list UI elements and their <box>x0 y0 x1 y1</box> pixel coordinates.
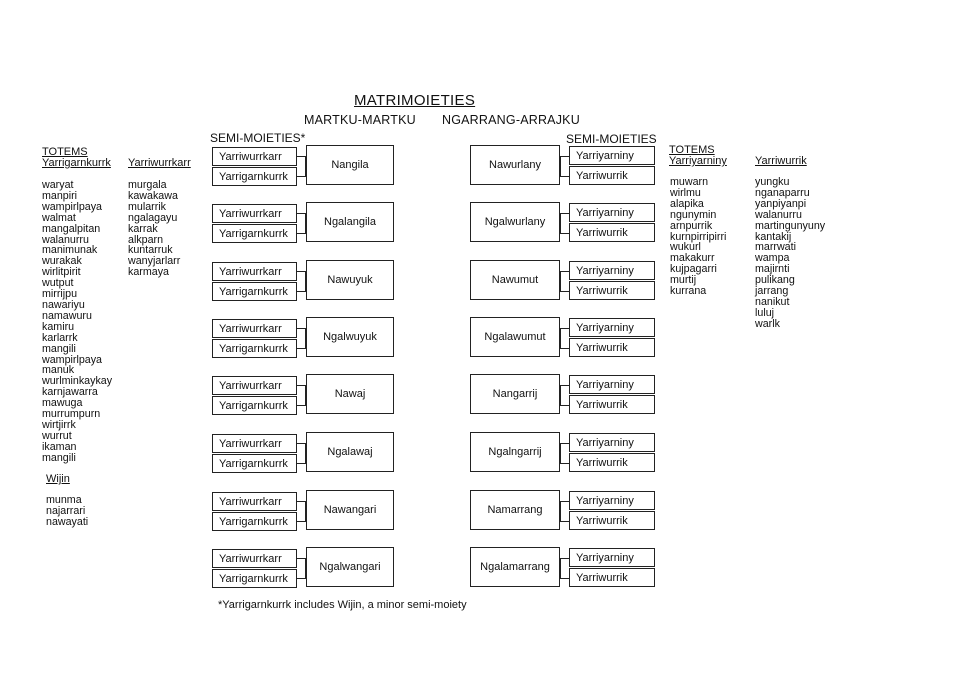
right-connector <box>560 176 569 177</box>
right-connector <box>560 328 561 349</box>
right-semi-top-box: Yarriyarniny <box>569 433 655 452</box>
right-totems-col2-header: Yarriwurrik <box>755 155 807 167</box>
wijin-header: Wijin <box>46 473 70 485</box>
totem-word: alkparn <box>128 233 164 246</box>
left-semi-bottom-box: Yarrigarnkurrk <box>212 282 297 301</box>
left-subsection-box: Nawuyuk <box>306 260 394 300</box>
right-connector <box>560 348 569 349</box>
right-semi-bottom-box: Yarriwurrik <box>569 511 655 530</box>
left-totems-col2-header: Yarriwurrkarr <box>128 157 191 169</box>
totem-word: nawariyu <box>42 298 85 311</box>
right-connector <box>560 385 569 386</box>
totem-word: wirlitpirit <box>42 266 81 279</box>
totem-word: yungku <box>755 176 790 188</box>
semi-moieties-right-label: SEMI-MOIETIES <box>566 132 657 146</box>
totem-word: nanikut <box>755 295 790 308</box>
right-connector <box>560 291 569 292</box>
totem-word: mularrik <box>128 200 167 213</box>
right-subsection-box: Nangarrij <box>470 374 560 414</box>
totem-word: munma <box>46 494 82 506</box>
right-semi-bottom-box: Yarriwurrik <box>569 395 655 414</box>
totem-word: waryat <box>42 179 74 191</box>
left-totems-col2-list <box>128 180 180 278</box>
semi-moieties-left-label: SEMI-MOIETIES* <box>210 131 306 145</box>
left-totems-heading: TOTEMS <box>42 146 88 158</box>
totem-word: yanpiyanpi <box>755 197 807 210</box>
totem-word: murtij <box>670 274 697 287</box>
totem-word: wukurl <box>670 241 701 254</box>
totem-word: marrwati <box>755 241 796 254</box>
right-semi-bottom-box: Yarriwurrik <box>569 453 655 472</box>
left-subsection-box: Nangila <box>306 145 394 185</box>
totem-word: wurrut <box>42 429 72 442</box>
right-semi-bottom-box: Yarriwurrik <box>569 338 655 357</box>
totem-word: wutput <box>42 277 74 290</box>
right-semi-top-box: Yarriyarniny <box>569 375 655 394</box>
totem-word: kamiru <box>42 320 75 333</box>
right-semi-top-box: Yarriyarniny <box>569 261 655 280</box>
totem-word: luluj <box>755 306 775 319</box>
totem-word: mawuga <box>42 397 83 410</box>
left-subsection-box: Ngalwuyuk <box>306 317 394 357</box>
left-semi-top-box: Yarriwurrkarr <box>212 549 297 568</box>
right-subsection-box: Ngalngarrij <box>470 432 560 472</box>
totem-word: kantakij <box>755 230 792 243</box>
left-semi-top-box: Yarriwurrkarr <box>212 262 297 281</box>
left-semi-top-box: Yarriwurrkarr <box>212 434 297 453</box>
left-semi-bottom-box: Yarrigarnkurrk <box>212 167 297 186</box>
totem-word: wurlminkaykay <box>42 375 113 388</box>
totem-word: kuntarruk <box>128 244 173 257</box>
left-subsection-box: Ngalangila <box>306 202 394 242</box>
right-connector <box>560 443 561 464</box>
totem-word: karmaya <box>128 266 169 279</box>
totem-word: arnpurrik <box>670 219 713 232</box>
right-subsection-box: Nawumut <box>470 260 560 300</box>
totem-word: walanurru <box>42 233 89 246</box>
totem-word: murrumpurn <box>42 408 101 421</box>
moiety-left-label: MARTKU-MARTKU <box>304 113 416 127</box>
totem-word: nganaparru <box>755 186 810 199</box>
totem-word: walmat <box>42 211 76 224</box>
right-semi-bottom-box: Yarriwurrik <box>569 166 655 185</box>
totem-word: kurrana <box>670 285 707 298</box>
right-semi-bottom-box: Yarriwurrik <box>569 568 655 587</box>
right-connector <box>560 443 569 444</box>
totem-word: makakurr <box>670 252 715 265</box>
totem-word: wampirlpaya <box>42 200 102 213</box>
right-semi-top-box: Yarriyarniny <box>569 491 655 510</box>
right-connector <box>560 156 569 157</box>
totem-word: martingunyuny <box>755 219 826 232</box>
right-semi-top-box: Yarriyarniny <box>569 318 655 337</box>
right-connector <box>560 578 569 579</box>
totem-word: pulikang <box>755 274 795 287</box>
right-connector <box>560 385 561 406</box>
right-connector <box>560 213 569 214</box>
right-connector <box>560 501 561 522</box>
left-semi-bottom-box: Yarrigarnkurrk <box>212 512 297 531</box>
totem-word: namawuru <box>42 309 92 322</box>
totem-word: ngalagayu <box>128 211 178 224</box>
right-totems-col1-header: Yarriyarniny <box>669 155 727 167</box>
totem-word: najarrari <box>46 504 86 517</box>
totem-word: wirtjirrk <box>42 418 76 431</box>
diagram-title: MATRIMOIETIES <box>354 92 476 109</box>
right-semi-top-box: Yarriyarniny <box>569 548 655 567</box>
right-semi-top-box: Yarriyarniny <box>569 146 655 165</box>
totem-word: wurakak <box>42 255 82 268</box>
totem-word: manuk <box>42 364 75 377</box>
left-semi-top-box: Yarriwurrkarr <box>212 492 297 511</box>
totem-word: karrak <box>128 222 158 235</box>
left-subsection-box: Ngalwangari <box>306 547 394 587</box>
left-semi-top-box: Yarriwurrkarr <box>212 376 297 395</box>
right-totems-col1-list <box>670 177 726 297</box>
right-connector <box>560 271 569 272</box>
totem-word: manimunak <box>42 244 98 257</box>
totem-word: kurnpirripirri <box>670 230 727 243</box>
totem-word: kawakawa <box>128 189 178 202</box>
left-semi-bottom-box: Yarrigarnkurrk <box>212 224 297 243</box>
totem-word: karlarrk <box>42 331 78 344</box>
totem-word: walanurru <box>755 208 802 221</box>
right-connector <box>560 521 569 522</box>
right-connector <box>560 328 569 329</box>
totem-word: karnjawarra <box>42 386 98 399</box>
totem-word: mangili <box>42 342 76 355</box>
totem-word: alapika <box>670 197 704 210</box>
left-subsection-box: Nawangari <box>306 490 394 530</box>
totem-word: manpiri <box>42 189 78 202</box>
left-subsection-box: Nawaj <box>306 374 394 414</box>
right-connector <box>560 501 569 502</box>
left-semi-bottom-box: Yarrigarnkurrk <box>212 454 297 473</box>
totem-word: jarrang <box>755 285 789 298</box>
right-semi-bottom-box: Yarriwurrik <box>569 223 655 242</box>
totem-word: murgala <box>128 179 167 191</box>
left-totems-col1-header: Yarrigarnkurrk <box>42 157 111 169</box>
right-connector <box>560 233 569 234</box>
right-connector <box>560 213 561 234</box>
left-semi-bottom-box: Yarrigarnkurrk <box>212 339 297 358</box>
totem-word: warlk <box>755 317 780 330</box>
totem-word: kujpagarri <box>670 263 717 276</box>
right-subsection-box: Ngalawumut <box>470 317 560 357</box>
totem-word: wanyjarlarr <box>128 255 181 268</box>
right-connector <box>560 463 569 464</box>
totem-word: mangalpitan <box>42 222 101 235</box>
right-connector <box>560 558 569 559</box>
right-semi-bottom-box: Yarriwurrik <box>569 281 655 300</box>
totem-word: mangili <box>42 451 76 464</box>
totem-word: majirnti <box>755 263 790 276</box>
totem-word: wampirlpaya <box>42 353 102 366</box>
left-subsection-box: Ngalawaj <box>306 432 394 472</box>
left-semi-bottom-box: Yarrigarnkurrk <box>212 396 297 415</box>
totem-word: mirrijpu <box>42 288 78 301</box>
right-subsection-box: Nawurlany <box>470 145 560 185</box>
right-connector <box>560 156 561 177</box>
totem-word: nawayati <box>46 515 89 528</box>
right-semi-top-box: Yarriyarniny <box>569 203 655 222</box>
totem-word: ngunymin <box>670 208 717 221</box>
totem-word: wirlmu <box>670 186 701 199</box>
left-semi-bottom-box: Yarrigarnkurrk <box>212 569 297 588</box>
right-connector <box>560 558 561 579</box>
right-subsection-box: Ngalwurlany <box>470 202 560 242</box>
right-totems-heading: TOTEMS <box>669 144 715 156</box>
right-totems-col2-list <box>755 177 825 330</box>
right-subsection-box: Namarrang <box>470 490 560 530</box>
wijin-list <box>46 495 88 528</box>
left-semi-top-box: Yarriwurrkarr <box>212 319 297 338</box>
left-semi-top-box: Yarriwurrkarr <box>212 204 297 223</box>
right-connector <box>560 405 569 406</box>
right-subsection-box: Ngalamarrang <box>470 547 560 587</box>
totem-word: ikaman <box>42 440 77 453</box>
totem-word: muwarn <box>670 176 709 188</box>
totem-word: wampa <box>755 252 790 265</box>
moiety-right-label: NGARRANG-ARRAJKU <box>442 113 580 127</box>
right-connector <box>560 271 561 292</box>
footnote: *Yarrigarnkurrk includes Wijin, a minor semi-moiety <box>218 599 467 611</box>
left-totems-col1-list <box>42 180 112 464</box>
left-semi-top-box: Yarriwurrkarr <box>212 147 297 166</box>
